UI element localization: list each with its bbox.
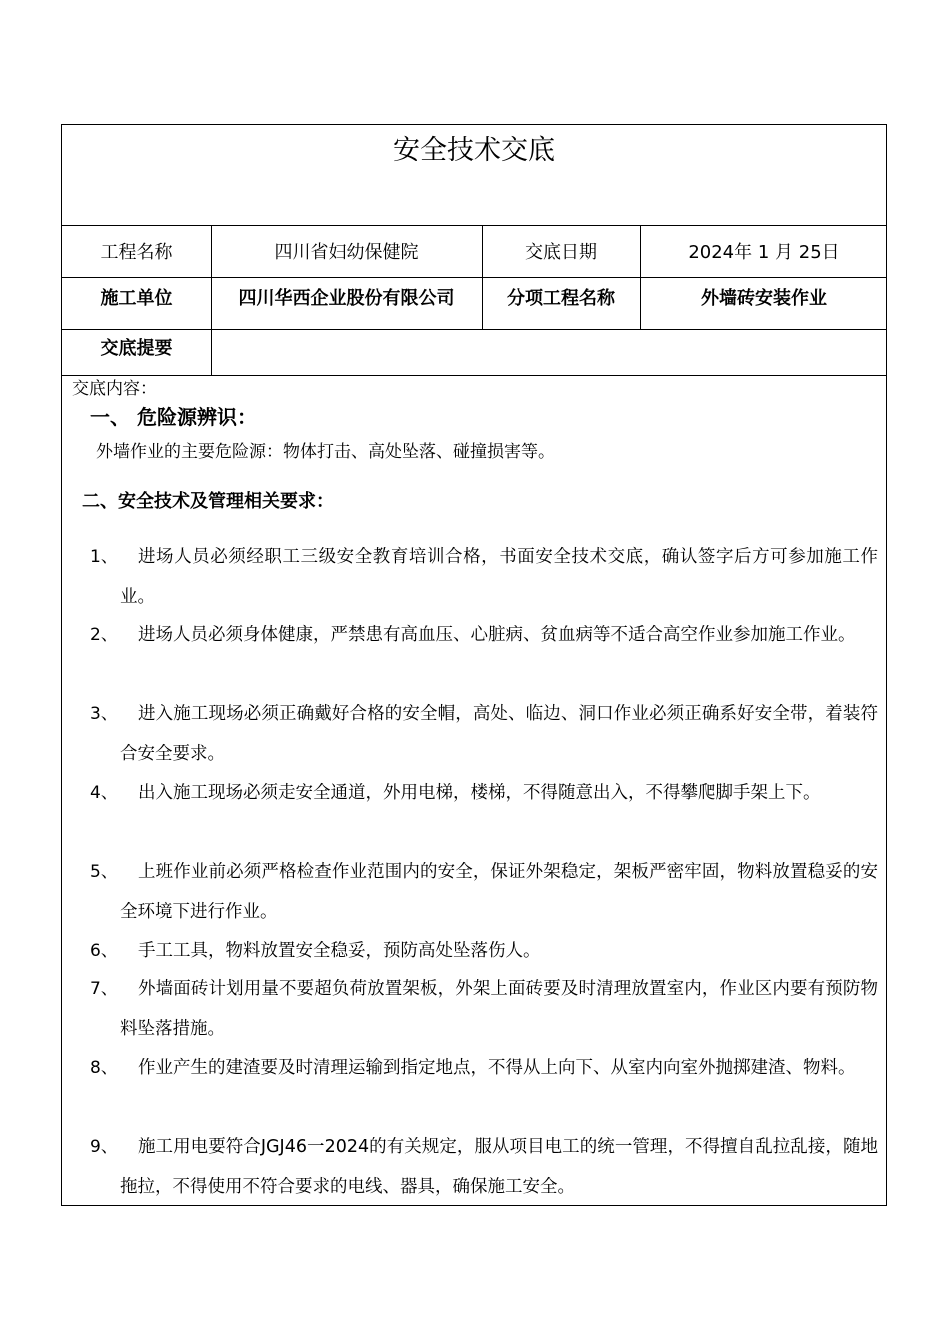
item-number: 9、	[90, 1137, 118, 1157]
item-text: 出入施工现场必须走安全通道，外用电梯，楼梯，不得随意出入，不得攀爬脚手架上下。	[138, 783, 821, 803]
unit-value: 四川华西企业股份有限公司	[238, 288, 455, 309]
item-text: 上班作业前必须严格检查作业范围内的安全，保证外架稳定，架板严密牢固，物料放置稳妥的安全环境下进行作业。	[120, 862, 878, 922]
list-item	[62, 852, 886, 932]
item-number: 3、	[90, 704, 118, 724]
list-item	[62, 1127, 886, 1207]
disclosure-form	[61, 124, 887, 1206]
content-label: 交底内容：	[72, 379, 157, 399]
item-text: 手工工具，物料放置安全稳妥，预防高处坠落伤人。	[138, 941, 541, 961]
hazard-text: 外墙作业的主要危险源：物体打击、高处坠落、碰撞损害等。	[96, 442, 555, 462]
item-number: 8、	[90, 1058, 118, 1078]
subproject-value: 外墙砖安装作业	[701, 288, 827, 309]
item-number: 2、	[90, 625, 118, 645]
item-number: 1、	[90, 547, 118, 567]
summary-value	[211, 329, 888, 375]
row-divider	[62, 375, 886, 376]
item-number: 6、	[90, 941, 118, 961]
item-text: 进入施工现场必须正确戴好合格的安全帽，高处、临边、洞口作业必须正确系好安全带，着装符合安全要求。	[120, 704, 878, 764]
item-text: 施工用电要符合JGJ46一2024的有关规定，服从项目电工的统一管理，不得擅自乱拉乱接，随地拖拉，不得使用不符合要求的电线、器具，确保施工安全。	[120, 1137, 878, 1197]
project-name-value: 四川省妇幼保健院	[274, 242, 419, 263]
list-item	[62, 1048, 886, 1128]
subproject-label: 分项工程名称	[507, 288, 615, 309]
list-item	[62, 615, 886, 695]
list-item	[62, 773, 886, 853]
item-text: 进场人员必须经职工三级安全教育培训合格，书面安全技术交底，确认签字后方可参加施工作业。	[120, 547, 878, 607]
date-value: 2024年 1 月 25日	[688, 242, 840, 263]
hazard-heading: 一、 危险源辨识：	[90, 405, 257, 429]
summary-label: 交底提要	[100, 338, 173, 359]
item-text: 作业产生的建渣要及时清理运输到指定地点，不得从上向下、从室内向室外抛掷建渣、物料。	[138, 1058, 856, 1078]
list-item	[62, 537, 886, 617]
item-number: 4、	[90, 783, 118, 803]
requirements-heading: 二、安全技术及管理相关要求：	[82, 491, 334, 512]
item-text: 进场人员必须身体健康，严禁患有高血压、心脏病、贫血病等不适合高空作业参加施工作业。	[138, 625, 856, 645]
unit-label: 施工单位	[100, 288, 173, 309]
list-item	[62, 694, 886, 774]
list-item	[62, 969, 886, 1049]
document-title: 安全技术交底	[393, 135, 555, 166]
item-text: 外墙面砖计划用量不要超负荷放置架板，外架上面砖要及时清理放置室内，作业区内要有预防物料坠落措施。	[120, 979, 878, 1039]
item-number: 7、	[90, 979, 118, 999]
item-number: 5、	[90, 862, 118, 882]
date-label: 交底日期	[525, 242, 597, 263]
project-name-label: 工程名称	[100, 242, 173, 263]
